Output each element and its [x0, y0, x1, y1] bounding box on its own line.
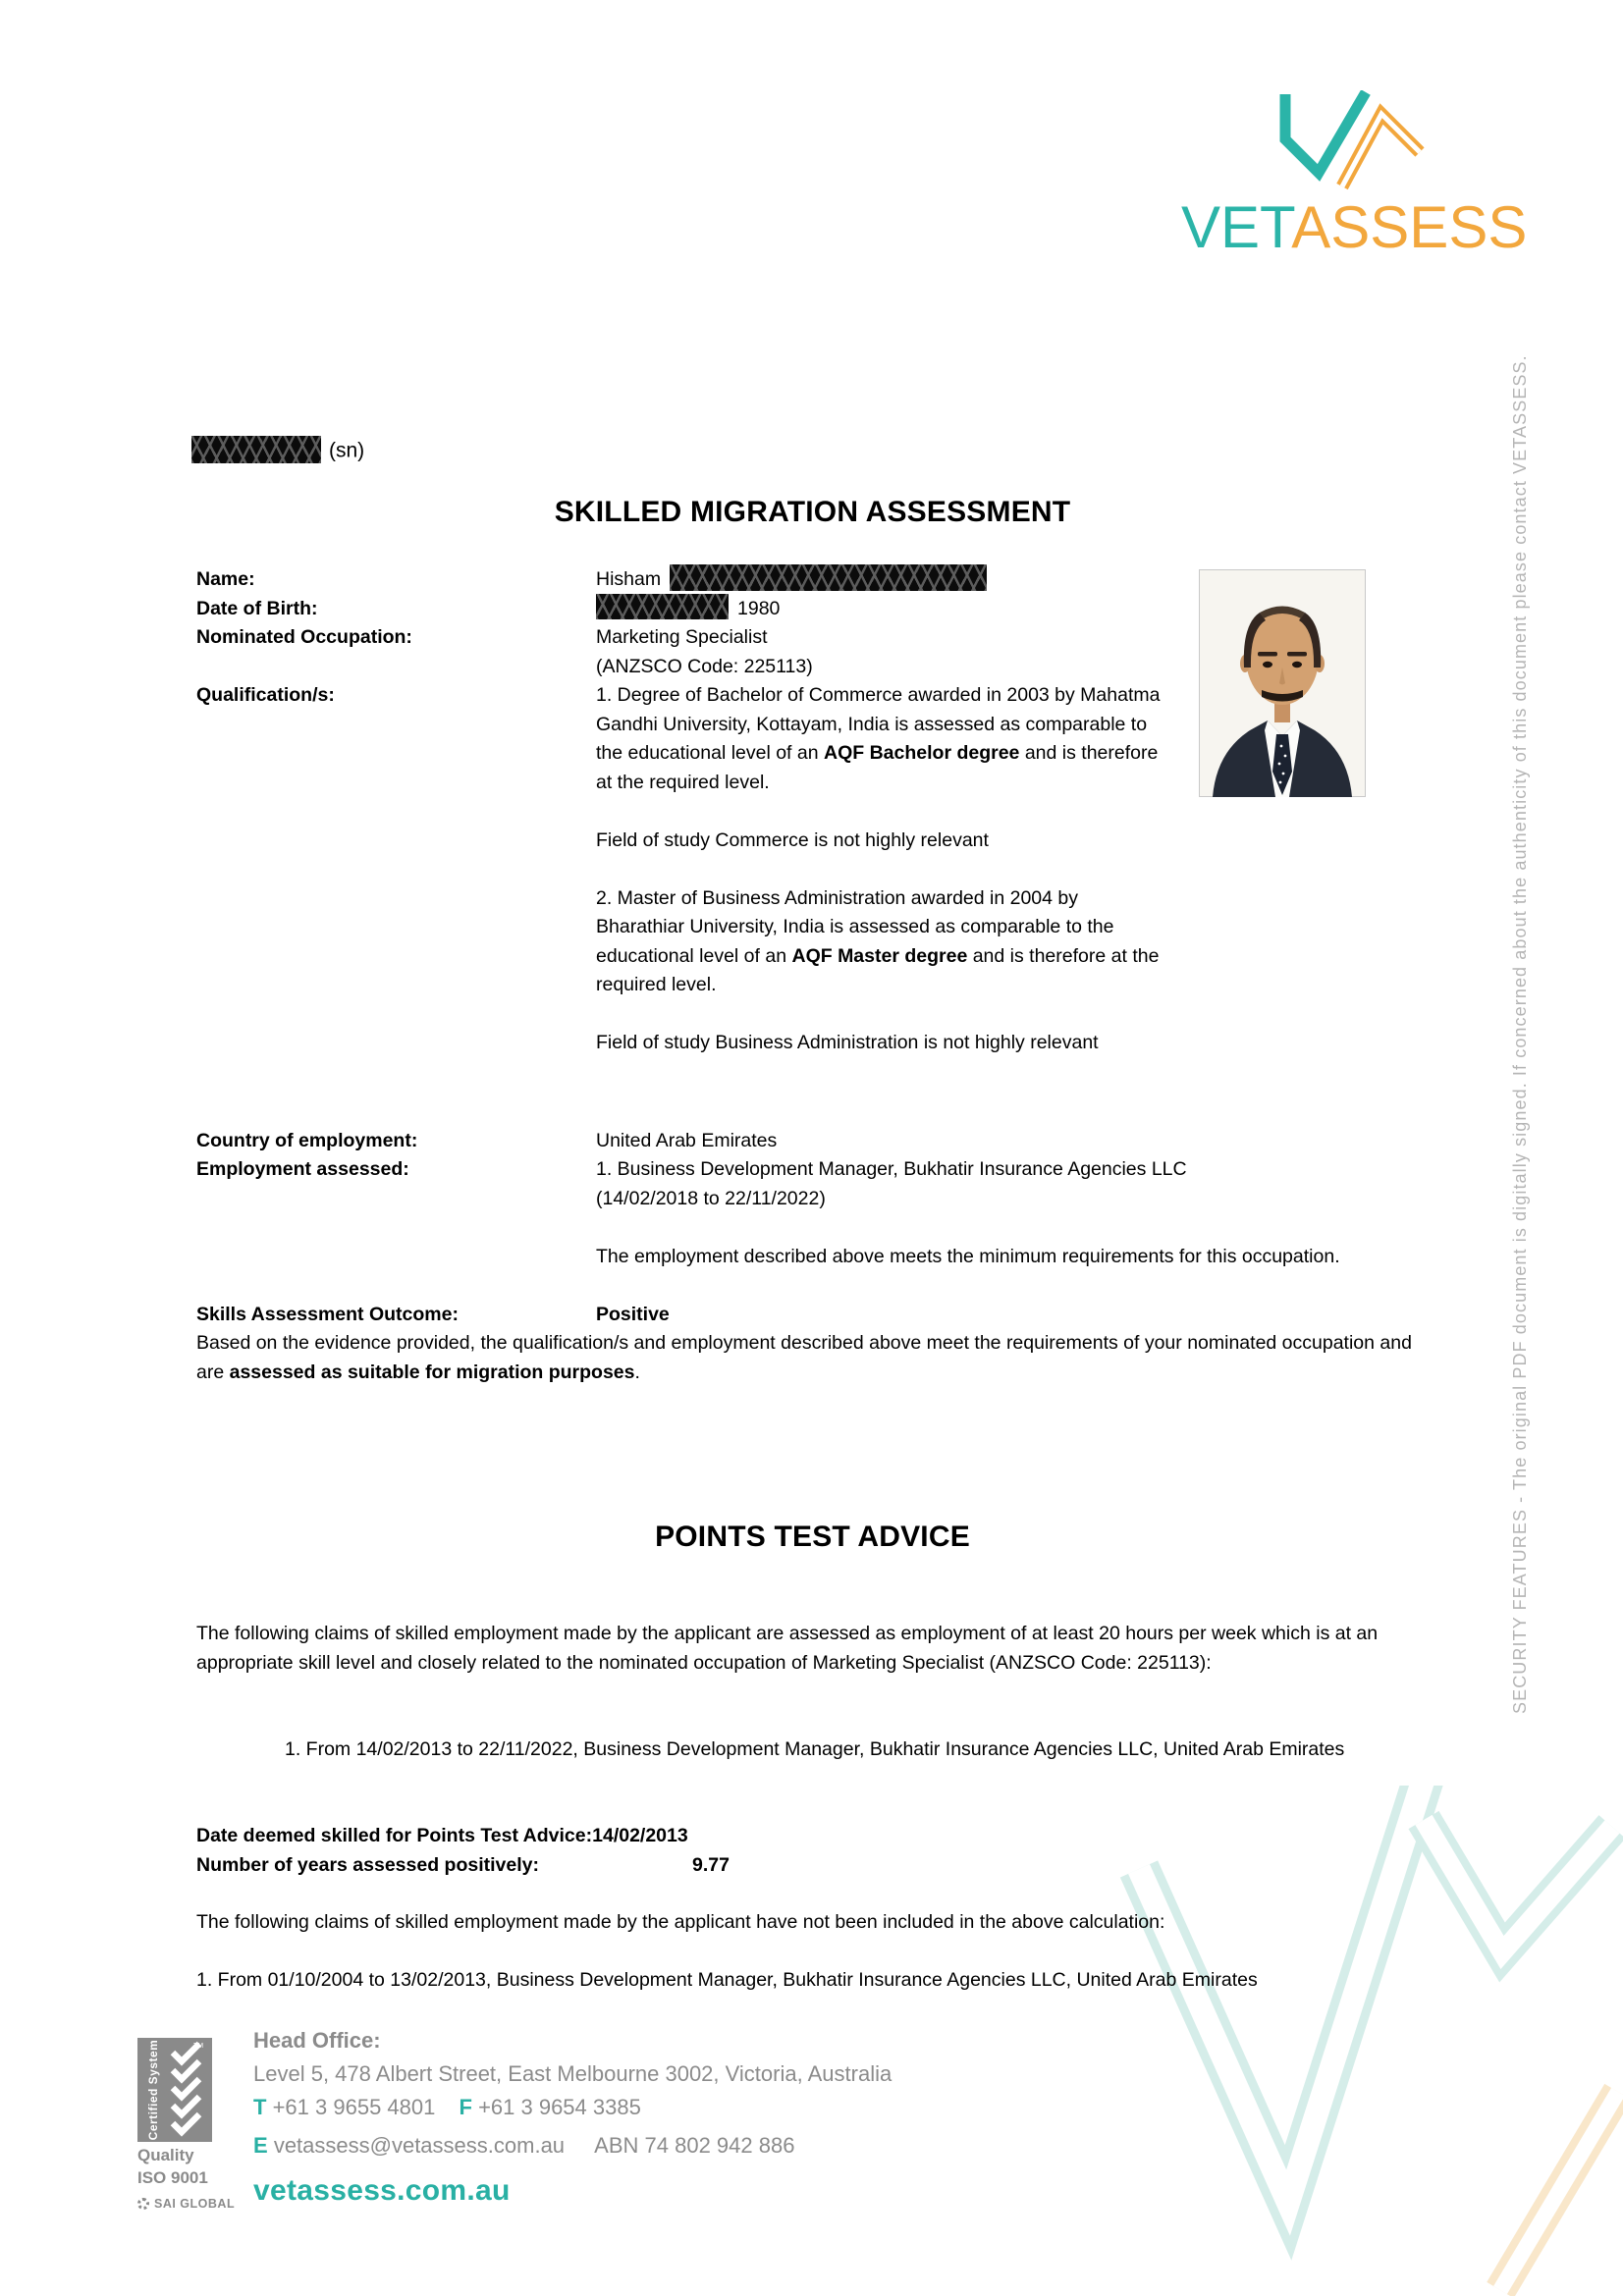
- name-label: Name:: [196, 568, 255, 590]
- redaction-box-name: [670, 564, 987, 591]
- security-features-strip: SECURITY FEATURES - The original PDF document is digitally signed. If concerned about the authenticity of this document please contact VETASSESS.: [1510, 354, 1530, 1714]
- fax-number: +61 3 9654 3385: [478, 2095, 641, 2119]
- phone-prefix: T: [253, 2095, 267, 2119]
- sn-note: (sn): [329, 439, 365, 462]
- points-test-intro: The following claims of skilled employment made by the applicant are assessed as employment of at least 20 hours per week which is at an appropriate skill level and closely related to the nominated occupation of Marketing Specialist (ANZSCO Code: 225113):: [196, 1623, 1379, 1674]
- years-assessed-value: 9.77: [692, 1854, 730, 1876]
- field-row-outcome: [196, 1301, 1435, 1330]
- cert-sai-global: [137, 2197, 235, 2211]
- qualification-2-note: Field of study Business Administration is not highly relevant: [596, 1032, 1099, 1053]
- employment-label: Employment assessed:: [196, 1158, 409, 1180]
- employment-period: (14/02/2018 to 22/11/2022): [596, 1187, 826, 1209]
- outcome-statement: Based on the evidence provided, the qualification/s and employment described above meet the requirements of your nominated occupation and are assessed as suitable for migration purposes.: [196, 1332, 1412, 1383]
- logo-text-vet: VET: [1181, 194, 1292, 260]
- vetassess-check-mark-icon: [1279, 90, 1427, 190]
- points-test-title: POINTS TEST ADVICE: [655, 1521, 970, 1553]
- years-assessed-row: [196, 1850, 1435, 1880]
- anzsco-code: (ANZSCO Code: 225113): [596, 655, 813, 677]
- redaction-box-reference: [191, 436, 321, 463]
- fax-prefix: F: [459, 2095, 472, 2119]
- field-row-employment-note: [196, 1243, 1435, 1272]
- field-row-occupation: [196, 623, 1435, 681]
- logo-text-assess: ASSESS: [1291, 194, 1528, 260]
- phone-fax-row: [253, 2091, 892, 2124]
- employment-note: The employment described above meets the minimum requirements for this occupation.: [596, 1245, 1340, 1267]
- logo-wordmark: [1181, 196, 1546, 259]
- assessment-summary: [196, 565, 1435, 1387]
- field-row-name: [196, 565, 1435, 595]
- email-abn-row: [253, 2129, 892, 2163]
- phone-number: +61 3 9655 4801: [272, 2095, 436, 2119]
- field-row-qualifications: [196, 681, 1435, 1058]
- cert-iso-label: ISO 9001: [137, 2168, 208, 2187]
- email-prefix: E: [253, 2133, 268, 2158]
- points-test-dates: [196, 1821, 1435, 1880]
- redacted-reference-row: [191, 438, 364, 465]
- qualifications-label: Qualification/s:: [196, 684, 335, 706]
- qualification-1-note: Field of study Commerce is not highly relevant: [596, 828, 989, 851]
- head-office-label: Head Office:: [253, 2028, 381, 2053]
- claim-included: 1. From 14/02/2013 to 22/11/2022, Business Development Manager, Bukhatir Insurance Agencies LLC, United Arab Emirates: [285, 1738, 1345, 1760]
- dob-value: 1980: [596, 595, 1435, 624]
- document-title: SKILLED MIGRATION ASSESSMENT: [554, 496, 1071, 528]
- field-row-dob: [196, 595, 1435, 624]
- vetassess-logo: [1173, 90, 1546, 259]
- badge-tm-mark: TM: [193, 2043, 204, 2050]
- cert-quality-label: Quality: [137, 2146, 194, 2164]
- claim-excluded: 1. From 01/10/2004 to 13/02/2013, Business Development Manager, Bukhatir Insurance Agencies LLC, United Arab Emirates: [196, 1969, 1258, 1991]
- date-deemed-skilled-value: 14/02/2013: [592, 1825, 688, 1846]
- sai-global-label: SAI GLOBAL: [154, 2197, 236, 2211]
- qualification-1: 1. Degree of Bachelor of Commerce awarded in 2003 by Mahatma Gandhi University, Kottayam, India is assessed as comparable to the educational level of an AQF Bachelor degree and is therefore at the required level.: [596, 684, 1161, 793]
- field-row-employment: [196, 1155, 1435, 1213]
- country-value: United Arab Emirates: [596, 1129, 778, 1151]
- name-value: Hisham: [596, 565, 1435, 595]
- qualification-2: 2. Master of Business Administration awarded in 2004 by Bharathiar University, India is assessed as comparable to the educational level of an AQF Master degree and is therefore at the required level.: [596, 886, 1160, 995]
- sai-globe-icon: [137, 2198, 149, 2210]
- date-deemed-skilled-label: Date deemed skilled for Points Test Advice:: [196, 1825, 593, 1846]
- qualifications-value: [596, 681, 1163, 1058]
- badge-vertical-text: Certified System: [146, 2039, 160, 2141]
- years-assessed-label: Number of years assessed positively:: [196, 1854, 539, 1876]
- email-address: vetassess@vetassess.com.au: [273, 2133, 566, 2158]
- occupation-label: Nominated Occupation:: [196, 626, 412, 648]
- date-deemed-skilled-row: [196, 1821, 1435, 1850]
- country-label: Country of employment:: [196, 1129, 418, 1151]
- certified-system-badge: [137, 2038, 212, 2142]
- outcome-label: Skills Assessment Outcome:: [196, 1303, 459, 1325]
- dob-label: Date of Birth:: [196, 597, 318, 619]
- employment-value: 1. Business Development Manager, Bukhatir Insurance Agencies LLC (14/02/2018 to 22/11/2022): [596, 1155, 1419, 1213]
- outcome-value: Positive: [596, 1303, 670, 1325]
- head-office-address: Level 5, 478 Albert Street, East Melbourne 3002, Victoria, Australia: [253, 2061, 893, 2086]
- redaction-box-dob: [596, 594, 729, 619]
- occupation-value: Marketing Specialist (ANZSCO Code: 225113): [596, 623, 1435, 681]
- website-url: vetassess.com.au: [253, 2174, 511, 2207]
- field-row-country: [196, 1127, 1435, 1156]
- footer-contact-block: [253, 2024, 892, 2208]
- abn-number: ABN 74 802 942 886: [594, 2133, 795, 2158]
- excluded-claims-intro: The following claims of skilled employment made by the applicant have not been included in the above calculation:: [196, 1911, 1165, 1933]
